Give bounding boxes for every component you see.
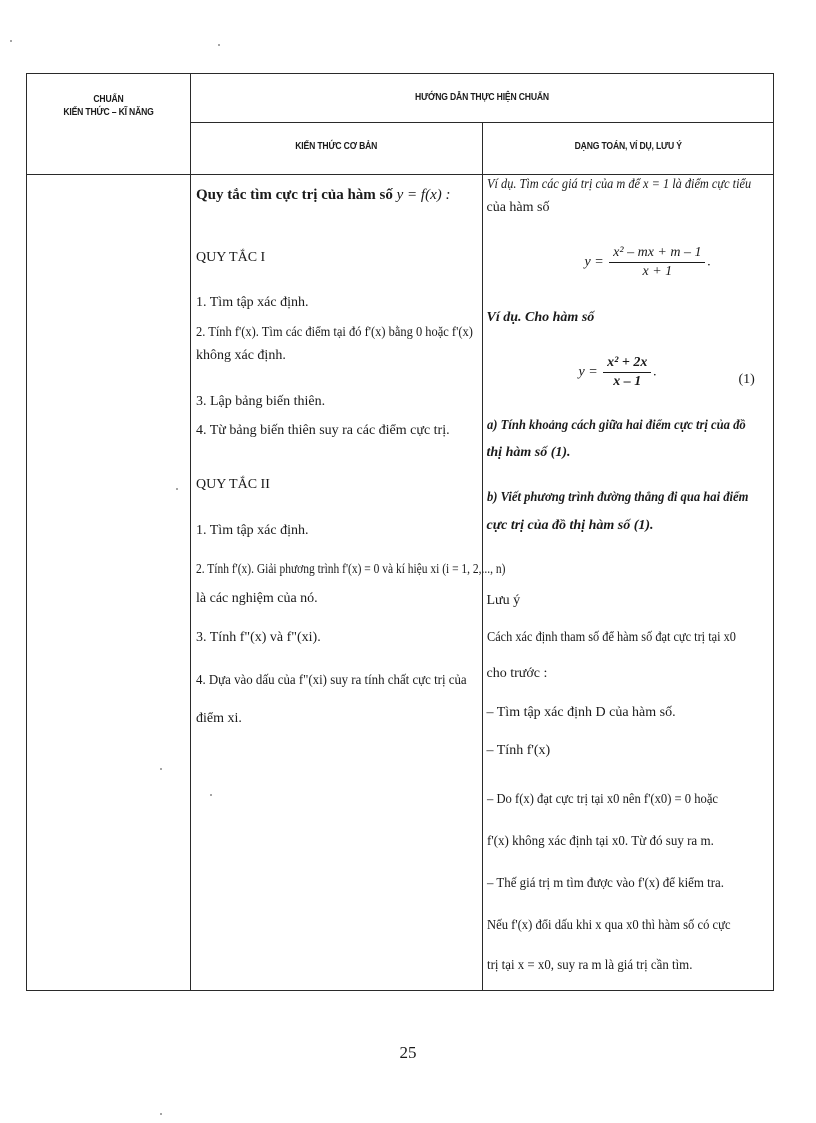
example-1-line-1: Ví dụ. Tìm các giá trị của m để x = 1 là điểm cực tiểu	[486, 177, 751, 192]
header-guide-cell	[191, 74, 774, 123]
standards-table	[26, 73, 774, 991]
scan-speck	[160, 1113, 162, 1115]
header-basic-knowledge: KIẾN THỨC CƠ BẢN	[295, 141, 378, 152]
example-1-numerator: x² – mx + m – 1	[609, 245, 705, 263]
note-line-4: – Tính f'(x)	[486, 743, 551, 758]
rule-2-step-3: 3. Tính f"(x) và f"(xi).	[196, 630, 321, 645]
note-line-2: cho trước :	[486, 666, 548, 681]
note-line-6: f'(x) không xác định tại x0. Từ đó suy ra m.	[486, 834, 714, 849]
example-2-denominator: x – 1	[613, 374, 642, 389]
rule-2-step-2: 2. Tính f'(x). Giải phương trình f'(x) = 0 và kí hiệu xi (i = 1, 2,..., n)	[196, 562, 506, 577]
header-standard-cell	[27, 74, 191, 175]
rule-1-step-2-cont: không xác định.	[196, 348, 286, 363]
header-standard-line2: KIẾN THỨC – KĨ NĂNG	[63, 107, 154, 118]
rule-2-step-1: 1. Tìm tập xác định.	[196, 523, 309, 538]
scan-speck	[218, 44, 220, 46]
page-number: 25	[399, 1043, 417, 1062]
note-line-8: Nếu f'(x) đổi dấu khi x qua x0 thì hàm số có cực	[486, 918, 731, 933]
example-2-formula: y = $\frac{\text{x² + 2x}}{x - 1}$ .	[578, 355, 657, 389]
rule-1-step-3: 3. Lập bảng biến thiên.	[196, 394, 326, 409]
note-line-3: – Tìm tập xác định D của hàm số.	[486, 705, 676, 720]
note-line-1: Cách xác định tham số để hàm số đạt cực trị tại x0	[486, 630, 736, 645]
note-line-7: – Thế giá trị m tìm được vào f'(x) để kiểm tra.	[486, 876, 724, 891]
rule-2-step-4-cont: điểm xi.	[196, 711, 242, 726]
header-examples-cell	[482, 123, 774, 175]
question-b-line-1: b) Viết phương trình đường thẳng đi qua hai điểm	[486, 490, 748, 505]
note-line-9: trị tại x = x0, suy ra m là giá trị cần tìm.	[486, 958, 692, 973]
rule-2-heading: QUY TẮC II	[196, 477, 270, 492]
rules-title-formula: y = f(x) :	[396, 187, 451, 203]
rule-1-heading: QUY TẮC I	[196, 250, 266, 265]
question-a-line-1: a) Tính khoảng cách giữa hai điểm cực trị của đồ	[486, 418, 746, 433]
header-standard-line1: CHUẨN	[93, 94, 124, 105]
rule-1-step-4: 4. Từ bảng biến thiên suy ra các điểm cực trị.	[196, 423, 450, 438]
examples-cell	[482, 175, 774, 991]
question-b-line-2: cực trị của đồ thị hàm số (1).	[486, 518, 654, 533]
example-1-formula: y = $\frac{\text{x² – mx + m – 1}}{x + 1}$ .	[584, 245, 711, 279]
standard-body-cell	[27, 175, 191, 991]
example-1-denominator: x + 1	[642, 264, 673, 279]
scan-speck	[10, 40, 12, 42]
header-guide: HƯỚNG DẪN THỰC HIỆN CHUẨN	[415, 92, 549, 103]
rule-1-step-1: 1. Tìm tập xác định.	[196, 295, 309, 310]
rule-2-step-2-cont: là các nghiệm của nó.	[196, 591, 318, 606]
note-line-5: – Do f(x) đạt cực trị tại x0 nên f'(x0) = 0 hoặc	[486, 792, 718, 807]
rules-title-text: Quy tắc tìm cực trị của hàm số	[196, 187, 397, 203]
question-a-line-2: thị hàm số (1).	[486, 445, 571, 460]
example-2-tag: (1)	[738, 372, 755, 387]
example-2-title: Ví dụ. Cho hàm số	[486, 310, 595, 325]
header-basic-knowledge-cell	[191, 123, 483, 175]
rule-1-step-2: 2. Tính f'(x). Tìm các điểm tại đó f'(x) bằng 0 hoặc f'(x)	[196, 325, 473, 340]
rules-title	[196, 187, 450, 203]
rule-2-step-4: 4. Dựa vào dấu của f"(xi) suy ra tính chất cực trị của	[196, 673, 467, 688]
header-examples: DẠNG TOÁN, VÍ DỤ, LƯU Ý	[574, 141, 682, 152]
example-1-line-2: của hàm số	[486, 200, 550, 215]
example-2-numerator: x² + 2x	[603, 355, 651, 373]
note-title: Lưu ý	[486, 593, 521, 608]
